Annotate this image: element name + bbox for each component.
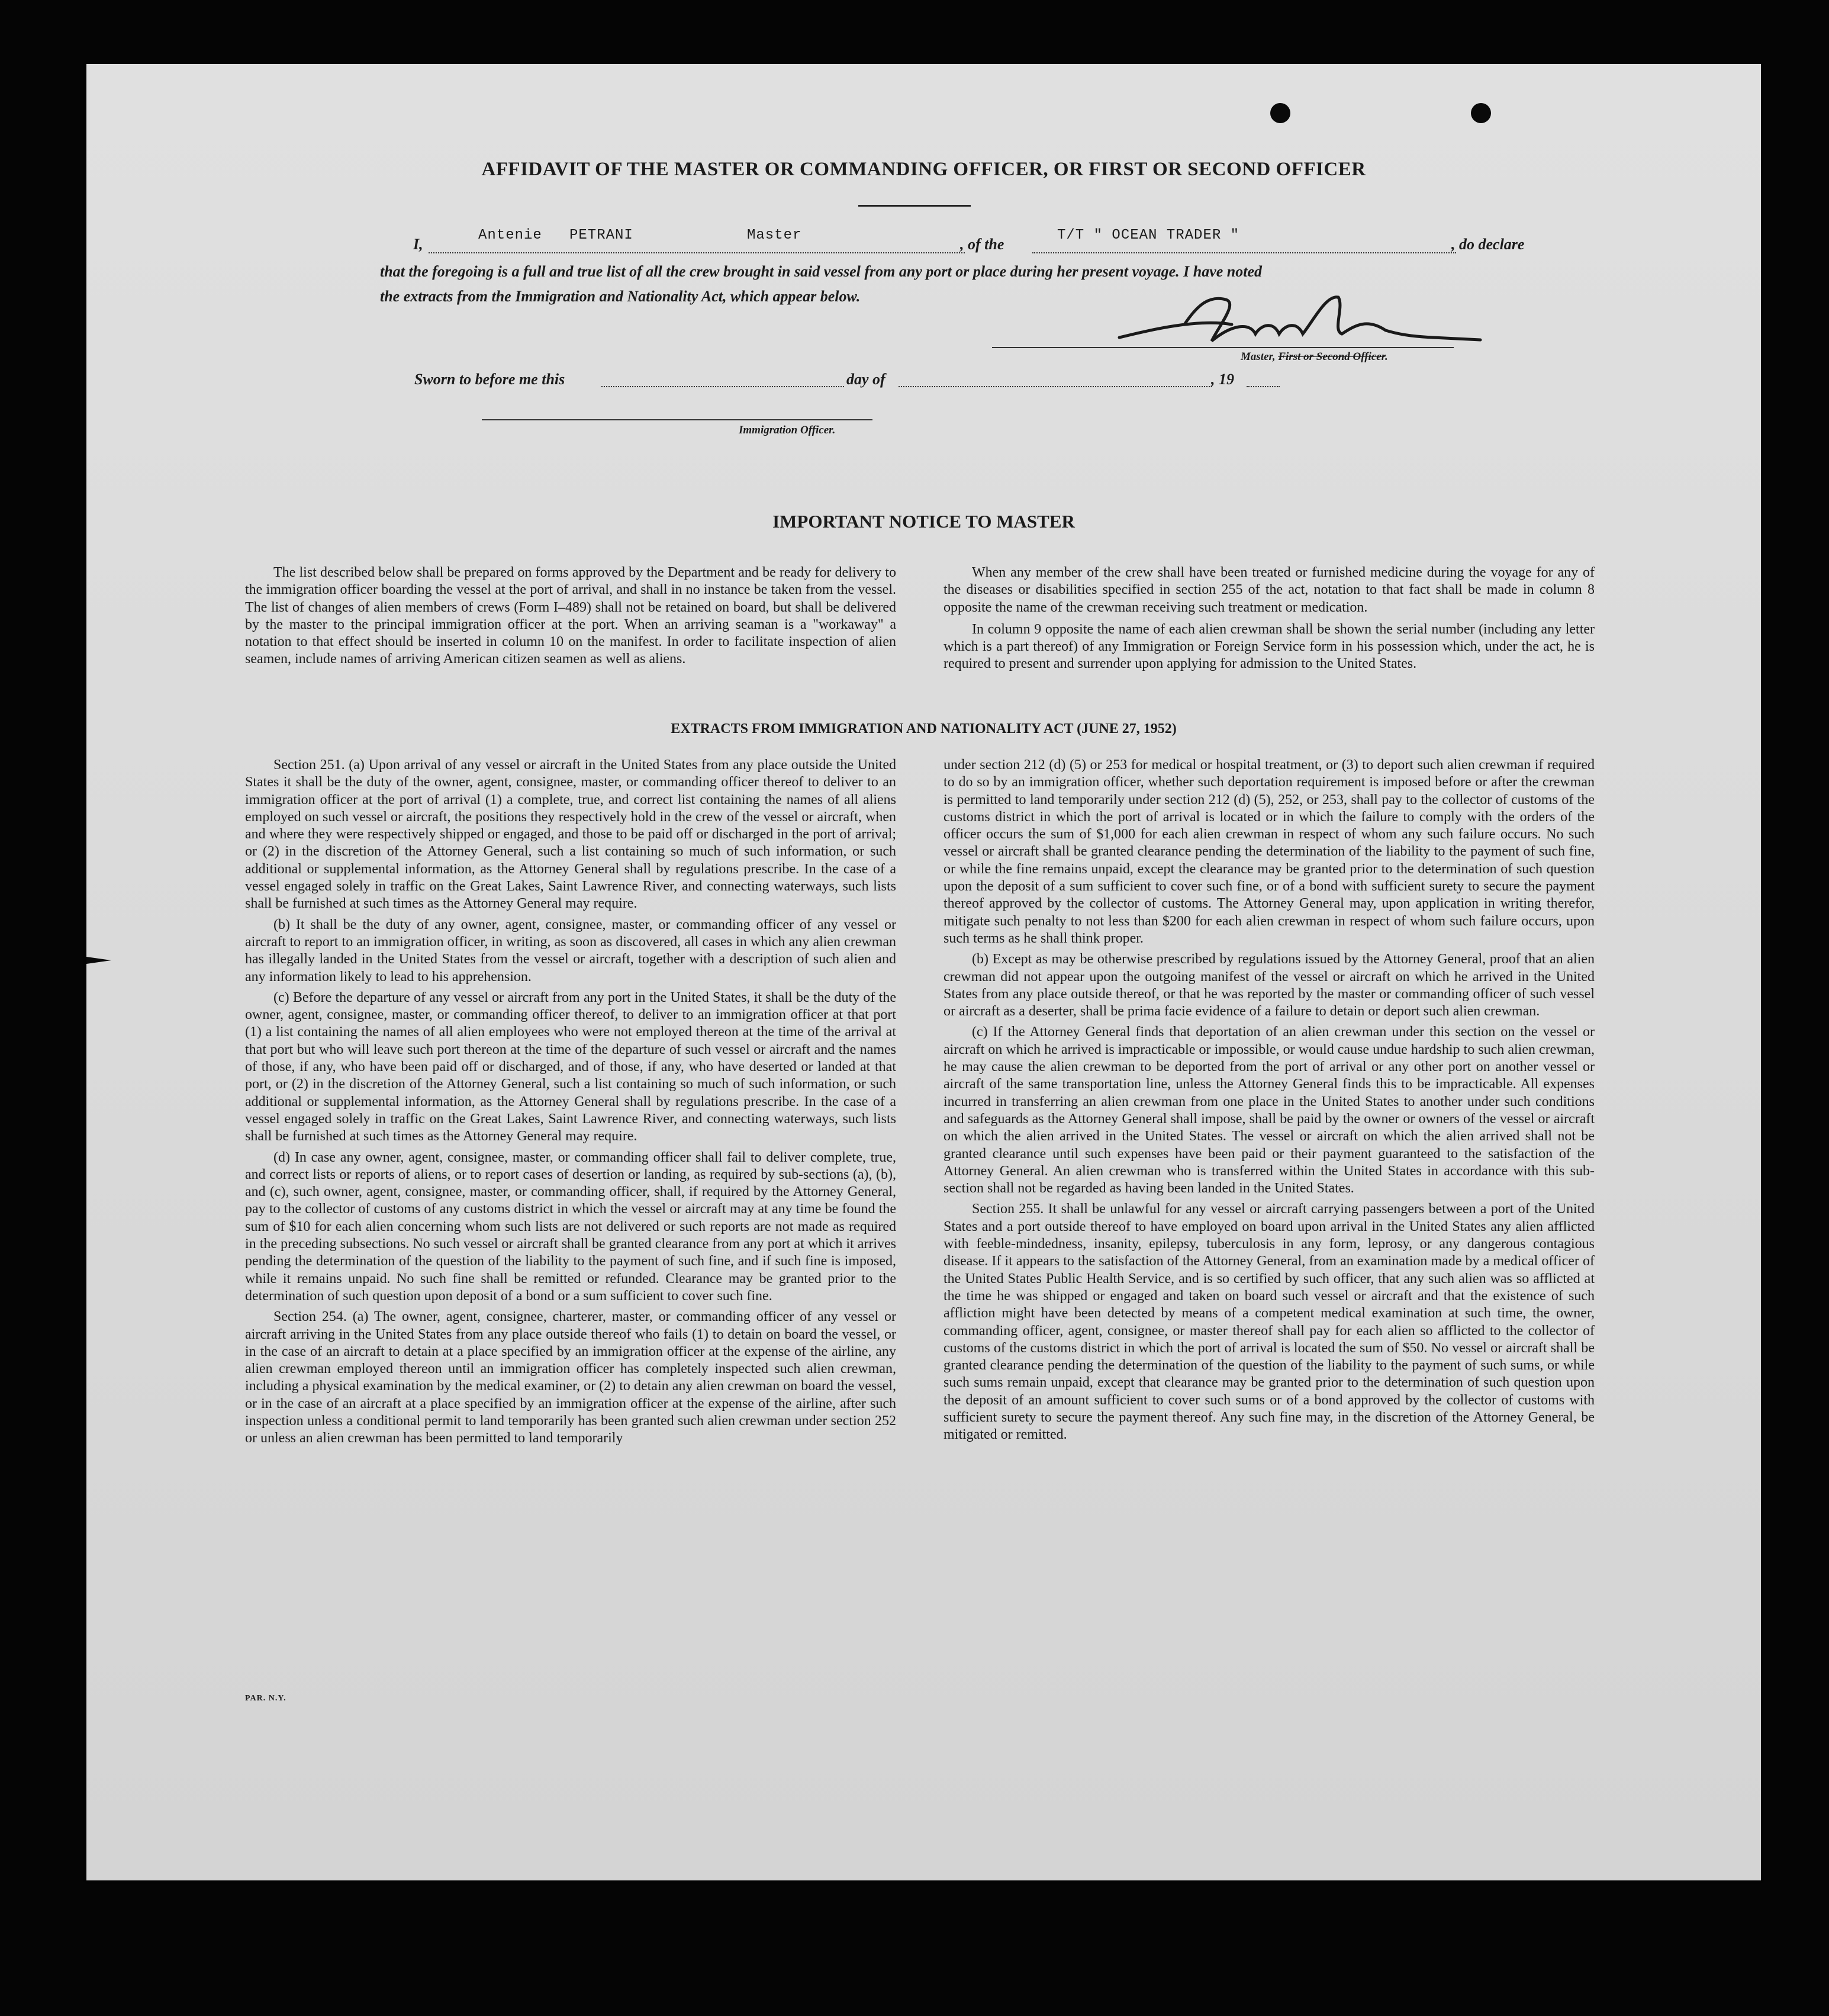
section-251-b: (b) It shall be the duty of any owner, agent, consignee, master, or commanding officer of any vessel or aircraft to report to an immigration officer, in writing, as soon as discovered, all cases in which any alien crewman has illegally landed in the United States from the vessel or aircraft, together with a description of such alien and any information likely to lead to his apprehension.: [245, 917, 896, 985]
section-255: Section 255. It shall be unlawful for any vessel or aircraft carrying passengers between a port of the United States and a port outside thereof to have employed on board upon arrival in the United States any alien afflicted with feeble-mindedness, insanity, epilepsy, tuberculosis in any form, leprosy, or any dangerous contagious disease. If it appears to the satisfaction of the Attorney General, from an examination made by a medical officer of the United States Public Health Service, and is so certified by such officer, that any such alien was so afflicted at the time he was shipped or engaged and taken on board such vessel or aircraft and that the existence of such affliction might have been detected by means of a competent medical examination at such time, the owner, commanding officer, agent, consignee, or master thereof shall pay for each alien so afflicted to the collector of customs of the customs district in which the port of arrival is located the sum of $50. No vessel or aircraft shall be granted clearance pending the determination of the question of the liability to the payment of such sums, or while such sums remain unpaid, except that clearance may be granted prior to the determination of such question upon the deposit of an amount sufficient to cover such sums or of a bond approved by the collector of customs with sufficient surety to secure the payment thereof. Any such fine may, in the discretion of the Attorney General, be mitigated or remitted.: [944, 1201, 1595, 1443]
notice-right-column: [944, 564, 1595, 677]
notice-paragraph-right-1: When any member of the crew shall have been treated or furnished medicine during the voyage for any of the diseases or disabilities specified in section 255 of the act, notation to that fact shall be made in column 8 opposite the name of the crewman receiving such treatment or medication.: [944, 565, 1595, 615]
year-label: , 19: [1211, 371, 1234, 388]
extracts-right-column: [944, 757, 1595, 1448]
immigration-officer-label: Immigration Officer.: [739, 424, 836, 436]
punch-hole-left: [1270, 103, 1290, 123]
form-code: PAR. N.Y.: [245, 1694, 286, 1703]
caption-struck-officer: First or Second Officer: [1278, 351, 1386, 363]
signature-caption: [1241, 351, 1388, 364]
affidavit-title: AFFIDAVIT OF THE MASTER OR COMMANDING OFFICER, OR FIRST OR SECOND OFFICER: [481, 159, 1366, 180]
i-label: I,: [413, 236, 423, 253]
typed-rank: Master: [747, 227, 802, 243]
declaration-line-2: the extracts from the Immigration and Nationality Act, which appear below.: [380, 288, 861, 305]
section-251-c: (c) Before the departure of any vessel or aircraft from any port in the United States, it shall be the duty of the owner, agent, consignee, master, or commanding officer thereof, to deliver to an immigration officer at that port (1) a list containing the names of all alien employees who were not employed thereon at the time of the arrival at that port but who will leave such port thereon at the time of the departure of such vessel or aircraft and the names of those, if any, who have been paid off or discharged, and of those, if any, who have deserted or landed at that port, or (2) in the discretion of the Attorney General, such a list containing so much of such information, or such additional or supplemental information, as the Attorney General shall by regulations prescribe. In the case of a vessel engaged solely in traffic on the Great Lakes, Saint Lawrence River, and connecting waterways, such lists shall be furnished at such times as the Attorney General may require.: [245, 989, 896, 1144]
punch-hole-right: [1471, 103, 1491, 123]
notice-left-column: [245, 564, 896, 672]
section-254-c: (c) If the Attorney General finds that deportation of an alien crewman under this section on the vessel or aircraft on which he arrived is impracticable or impossible, or would cause undue hardship to such alien crewman, he may cause the alien crewman to be deported from the port of arrival or any other port on another vessel or aircraft of the same transportation line, unless the Attorney General finds this to be impracticable. All expenses incurred in transferring an alien crewman from one place in the United States to another under such conditions and safeguards as the Attorney General shall impose, shall be paid by the owner or owners of the vessel or aircraft on which the alien arrived in the United States. The vessel or aircraft on which the alien arrived shall not be granted clearance until such expenses have been paid or their payment guaranteed to the satisfaction of the Attorney General. An alien crewman who is transferred within the United States in accordance with this sub-section shall not be regarded as having been landed in the United States.: [944, 1024, 1595, 1197]
typed-first-name: Antenie: [478, 227, 542, 243]
of-the-label: , of the: [960, 236, 1004, 253]
notice-title: IMPORTANT NOTICE TO MASTER: [772, 511, 1075, 532]
notice-paragraph-left: The list described below shall be prepared on forms approved by the Department and be ready for delivery to the immigration officer boarding the vessel at the port of arrival, and shall in no instance be taken from the vessel. The list of changes of alien members of crews (Form I–489) shall not be retained on board, but shall be delivered by the master to the principal immigration officer at the port. When an arriving seaman is a "workaway" a notation to that effect should be inserted in column 10 on the manifest. In order to facilitate inspection of alien seamen, include names of arriving American citizen seamen as well as aliens.: [245, 565, 896, 667]
day-of-label: day of: [846, 371, 885, 388]
notice-paragraph-right-2: In column 9 opposite the name of each alien crewman shall be shown the serial number (including any letter which is a part thereof) of any Immigration or Foreign Service form in his possession which, under the act, he is required to present and surrender upon applying for admission to the United States.: [944, 621, 1595, 672]
extracts-title: EXTRACTS FROM IMMIGRATION AND NATIONALITY ACT (JUNE 27, 1952): [671, 721, 1177, 737]
title-underline: [858, 205, 971, 207]
caption-master: Master,: [1241, 351, 1279, 363]
typed-vessel-name: T/T " OCEAN TRADER ": [1057, 227, 1240, 243]
section-251-d: (d) In case any owner, agent, consignee, master, or commanding officer shall fail to deliver complete, true, and correct lists or reports of aliens, or to report cases of desertion or landing, as required by sub-sections (a), (b), and (c), such owner, agent, consignee, master, or commanding officer, shall, if required by the Attorney General, pay to the collector of customs of any customs district in which the vessel or aircraft may at any time be found the sum of $10 for each alien concerning whom such lists are not delivered or such reports are not made as required in the preceding subsections. No such vessel or aircraft shall be granted clearance from any port at which it arrives pending the determination of the question of the liability to the payment of such fine, and if such fine is imposed, while it remains unpaid. No such fine shall be remitted or refunded. Clearance may be granted prior to the determination of such question upon deposit of a bond or a sum sufficient to cover such fine.: [245, 1149, 896, 1304]
sworn-label: Sworn to before me this: [414, 371, 565, 388]
extracts-left-column: [245, 757, 896, 1451]
caption-end: .: [1385, 351, 1388, 363]
sworn-year-blank: [1247, 386, 1280, 387]
name-blank-line: [429, 252, 965, 253]
typed-surname: PETRANI: [569, 227, 633, 243]
sworn-day-blank: [601, 386, 844, 387]
immigration-officer-line: [482, 419, 872, 420]
section-254-a-cont: under section 212 (d) (5) or 253 for medical or hospital treatment, or (3) to deport such alien crewman if required to do so by an immigration officer, whether such deportation requirement is imposed before or after the crewman is permitted to land temporarily under section 212 (d) (5), 252, or 253, shall pay to the collector of customs of the customs district in which the port of arrival is located or in which the failure to comply with the orders of the officer occurs the sum of $1,000 for each alien crewman in respect of whom any such failure occurs. No such vessel or aircraft shall be granted clearance pending the determination of the liability to the payment of such fine, or while the fine remains unpaid, except the clearance may be granted prior to the determination of such question upon the deposit of a sum sufficient to cover such fine, or of a bond with sufficient surety to secure the payment thereof approved by the collector of customs. The Attorney General may, upon application in writing therefor, mitigate such penalty to not less than $200 for each alien crewman in respect of whom such failure occurs, upon such terms as he shall think proper.: [944, 757, 1595, 946]
document-page: [86, 64, 1761, 1880]
master-signature: [1078, 283, 1492, 354]
declaration-line-1: that the foregoing is a full and true list of all the crew brought in said vessel from any port or place during her present voyage. I have noted: [380, 263, 1263, 280]
section-254-b: (b) Except as may be otherwise prescribed by regulations issued by the Attorney General, proof that an alien crewman did not appear upon the outgoing manifest of the vessel or aircraft on which he arrived in the United States from any place outside thereof, or that he was reported by the master or commanding officer of such vessel or aircraft as a deserter, shall be prima facie evidence of a failure to detain or deport such alien crewman.: [944, 951, 1595, 1020]
vessel-blank-line: [1032, 252, 1456, 253]
section-254-a: Section 254. (a) The owner, agent, consignee, charterer, master, or commanding officer of any vessel or aircraft arriving in the United States from any place outside thereof who fails (1) to detain on board the vessel, or in the case of an aircraft to detain at a place specified by an immigration officer at the expense of the airline, any alien crewman employed thereon until an immigration officer has completely inspected such alien crewman, including a physical examination by the medical examiner, or (2) to detain any alien crewman on board the vessel, or in the case of an aircraft at a place specified by an immigration officer at the expense of the airline, after such inspection unless a conditional permit to land temporarily has been granted such alien crewman under section 252 or unless an alien crewman has been permitted to land temporarily: [245, 1309, 896, 1446]
do-declare-label: , do declare: [1451, 236, 1525, 253]
signature-line: [992, 347, 1454, 348]
sworn-month-blank: [899, 386, 1212, 387]
section-251-a: Section 251. (a) Upon arrival of any vessel or aircraft in the United States from any place outside the United States it shall be the duty of the owner, agent, consignee, master, or commanding officer thereof to deliver to an immigration officer at the port of arrival (1) a complete, true, and correct list containing the names of all aliens employed on such vessel or aircraft, the positions they respectively hold in the crew of the vessel or aircraft, when and where they were respectively shipped or engaged, and those to be paid off or discharged in the port of arrival; or (2) in the discretion of the Attorney General, such a list containing so much of such information, or such additional or supplemental information, as the Attorney General shall by regulations prescribe. In the case of a vessel engaged solely in traffic on the Great Lakes, Saint Lawrence River, and connecting waterways, such lists shall be furnished at such times as the Attorney General may require.: [245, 757, 896, 912]
